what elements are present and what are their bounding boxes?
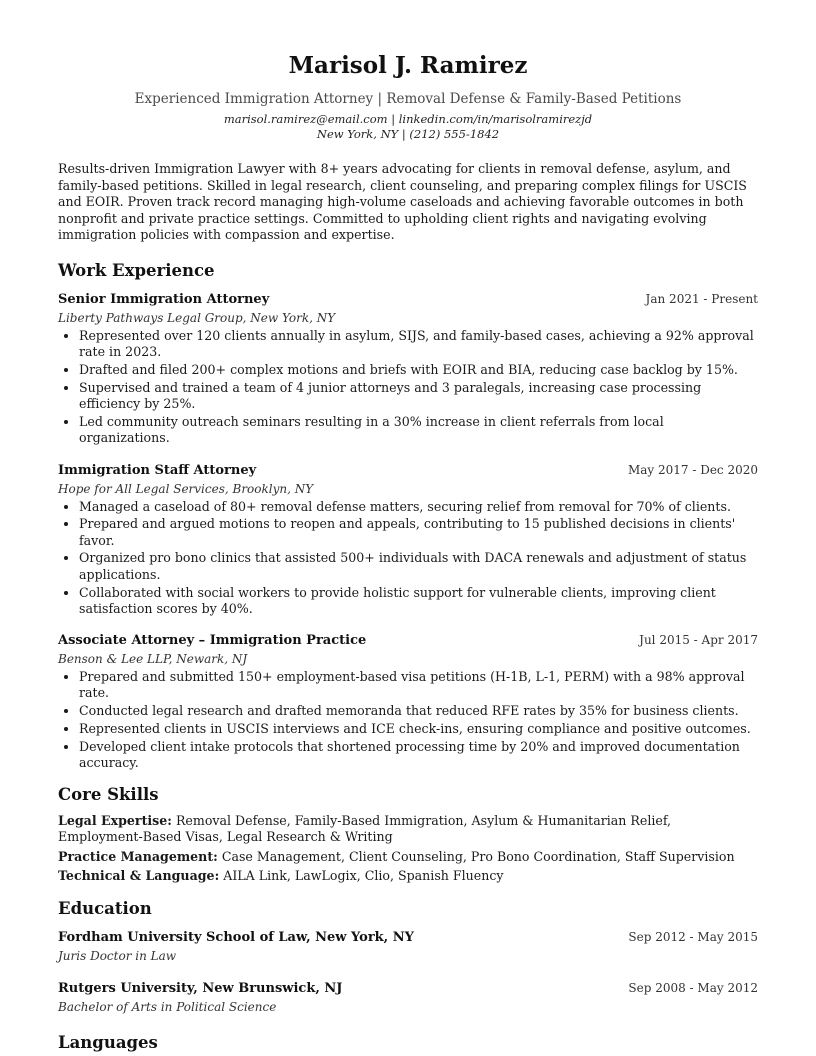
job-bullet: • Represented clients in USCIS interviews and ICE check-ins, ensuring compliance and positive outcomes. <box>79 721 758 737</box>
education-entry <box>58 929 758 964</box>
degree: Juris Doctor in Law <box>58 949 177 964</box>
core-skills-section <box>58 785 758 884</box>
section-title-core-skills: Core Skills <box>58 785 159 805</box>
skill-line <box>58 813 758 845</box>
degree: Bachelor of Arts in Political Science <box>58 1000 277 1015</box>
job-entry <box>58 632 758 771</box>
job-bullet: • Represented over 120 clients annually in asylum, SIJS, and family-based cases, achieving a 92% approval rate in 2023. <box>79 328 758 361</box>
job-bullet: • Organized pro bono clinics that assisted 500+ individuals with DACA renewals and adjustment of status applications. <box>79 550 758 583</box>
candidate-name: Marisol J. Ramirez <box>288 52 528 79</box>
contact-email-linkedin: marisol.ramirez@email.com | linkedin.com/in/marisolramirezjd <box>223 112 593 126</box>
job-dates: Jul 2015 - Apr 2017 <box>639 633 758 648</box>
education-dates: Sep 2012 - May 2015 <box>628 930 758 945</box>
skill-line <box>58 868 758 884</box>
job-bullet: • Drafted and filed 200+ complex motions and briefs with EOIR and BIA, reducing case backlog by 15%. <box>79 362 758 378</box>
job-dates: May 2017 - Dec 2020 <box>627 462 758 477</box>
job-dates: Jan 2021 - Present <box>645 291 758 306</box>
section-title-languages: Languages <box>58 1033 158 1053</box>
job-bullet: • Supervised and trained a team of 4 junior attorneys and 3 paralegals, increasing case processing efficiency by 25%. <box>79 380 758 413</box>
job-bullet: • Collaborated with social workers to provide holistic support for vulnerable clients, improving client satisfaction scores by 40%. <box>79 585 758 618</box>
professional-summary: Results-driven Immigration Lawyer with 8+ years advocating for clients in removal defense, asylum, and family-based petitions. Skilled in legal research, client counseling, and preparing complex filings for USCIS and EOIR. Proven track record managing high-volume caseloads and achieving favorable outcomes in both nonprofit and private practice settings. Committed to upholding client rights and navigating evolving immigration policies with compassion and expertise. <box>58 161 747 243</box>
skill-value: AILA Link, LawLogix, Clio, Spanish Fluency <box>223 868 504 884</box>
education-section <box>58 899 758 1015</box>
education-entry <box>58 980 758 1015</box>
job-bullets <box>58 499 758 618</box>
job-bullets <box>58 669 758 771</box>
skill-line <box>58 849 758 865</box>
skill-label: Technical & Language: <box>58 868 220 884</box>
job-entry <box>58 462 758 618</box>
job-role: Associate Attorney – Immigration Practice <box>58 633 367 649</box>
job-bullet: • Prepared and argued motions to reopen and appeals, contributing to 15 published decisions in clients' favor. <box>79 516 758 549</box>
job-organization: Liberty Pathways Legal Group, New York, NY <box>58 310 336 325</box>
job-organization: Benson & Lee LLP, Newark, NJ <box>58 652 248 667</box>
contact-location-phone: New York, NY | (212) 555-1842 <box>316 127 500 141</box>
education-dates: Sep 2008 - May 2012 <box>628 981 758 996</box>
skill-label: Legal Expertise: <box>58 813 172 829</box>
school-name: Rutgers University, New Brunswick, NJ <box>58 981 343 997</box>
job-organization: Hope for All Legal Services, Brooklyn, NY <box>58 481 314 496</box>
skill-label: Practice Management: <box>58 848 218 864</box>
section-title-work-experience: Work Experience <box>58 260 215 280</box>
section-title-education: Education <box>58 899 152 919</box>
job-bullet: • Conducted legal research and drafted memoranda that reduced RFE rates by 35% for business clients. <box>79 703 758 719</box>
job-bullet: • Led community outreach seminars resulting in a 30% increase in client referrals from local organizations. <box>79 414 758 447</box>
job-role: Senior Immigration Attorney <box>58 291 270 307</box>
job-entry <box>58 291 758 447</box>
school-name: Fordham University School of Law, New York, NY <box>58 930 414 946</box>
job-role: Immigration Staff Attorney <box>58 462 257 478</box>
headline: Experienced Immigration Attorney | Removal Defense & Family-Based Petitions <box>134 91 682 107</box>
job-bullet: • Prepared and submitted 150+ employment-based visa petitions (H-1B, L-1, PERM) with a 98% approval rate. <box>79 669 758 702</box>
skill-value: Removal Defense, Family-Based Immigration, Asylum & Humanitarian Relief, Employment-Based Visas, Legal Research & Writing <box>58 813 672 845</box>
skill-value: Case Management, Client Counseling, Pro Bono Coordination, Staff Supervision <box>221 848 735 864</box>
job-bullets <box>58 328 758 447</box>
languages-section <box>58 1033 758 1053</box>
job-bullet: • Developed client intake protocols that shortened processing time by 20% and improved documentation accuracy. <box>79 739 758 772</box>
work-experience-section <box>58 261 758 771</box>
job-bullet: • Managed a caseload of 80+ removal defense matters, securing relief from removal for 70% of clients. <box>79 499 758 515</box>
